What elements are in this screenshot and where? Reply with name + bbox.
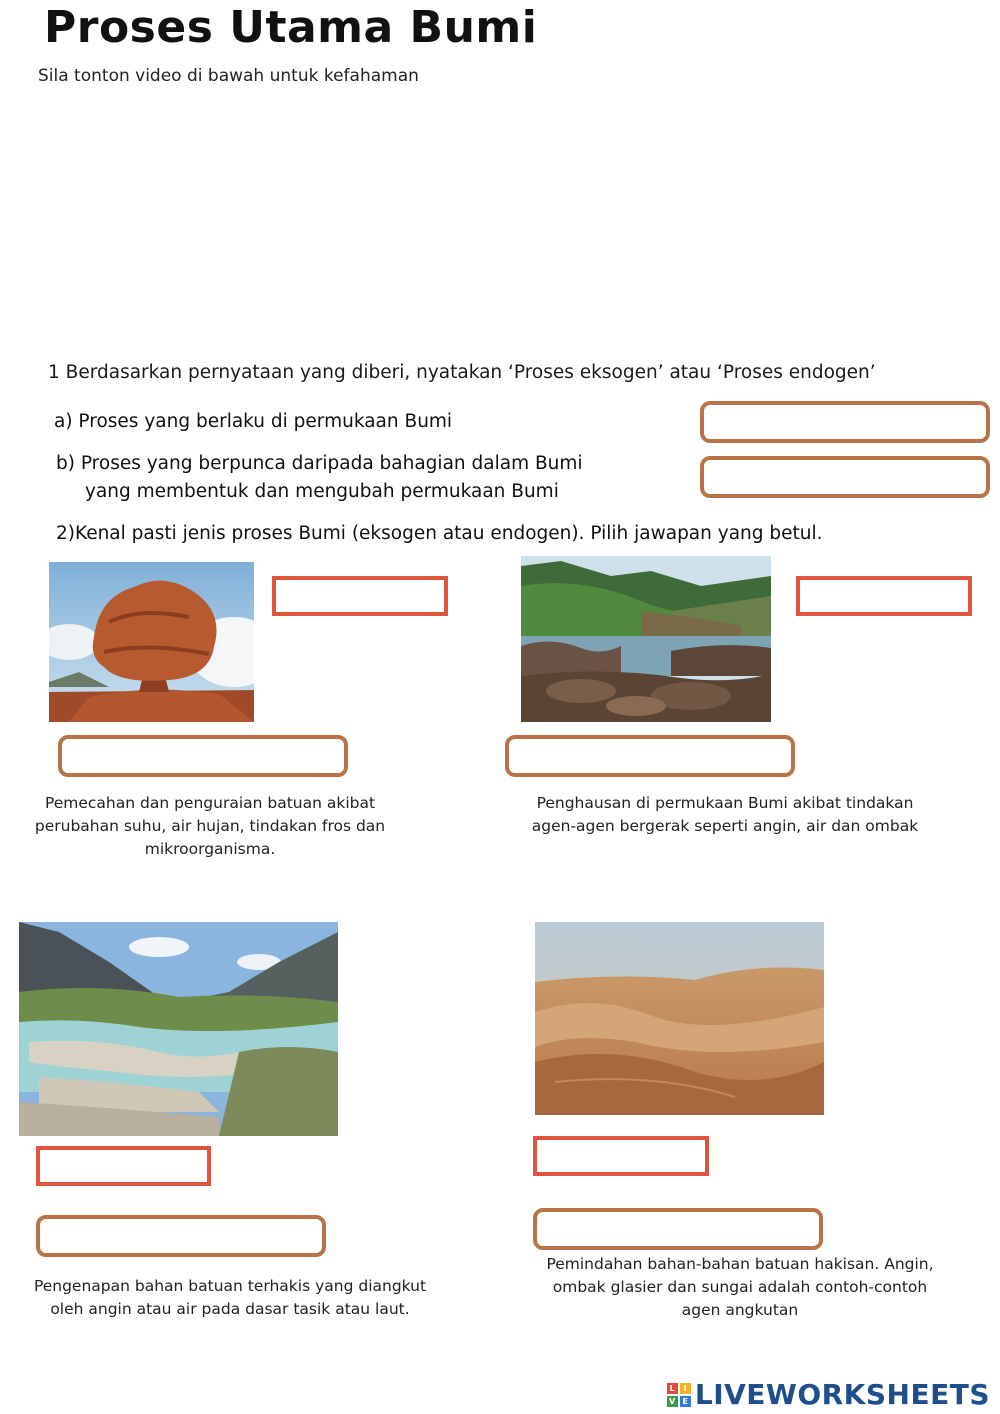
glacial-river-photo [19,922,338,1136]
question-1b-line1: b) Proses yang berpunca daripada bahagian dalam Bumi [56,453,583,474]
card2-answer-input[interactable] [505,735,795,777]
question-2-prompt: 2)Kenal pasti jenis proses Bumi (eksogen atau endogen). Pilih jawapan yang betul. [56,523,823,544]
logo-letter: E [680,1396,691,1407]
coastal-rock-photo [521,556,771,722]
card1-desc-line2: perubahan suhu, air hujan, tindakan fros dan [34,817,386,835]
question-1-prompt: 1 Berdasarkan pernyataan yang diberi, nyatakan ‘Proses eksogen’ atau ‘Proses endogen’ [48,362,876,383]
card3-desc-line1: Pengenapan bahan batuan terhakis yang diangkut [33,1277,427,1295]
card4-answer-input[interactable] [533,1208,823,1250]
question-1b-label [56,450,583,506]
card1-description [10,792,410,861]
desert-dunes-photo [535,922,824,1115]
card4-desc-line2: ombak glasier dan sungai adalah contoh-contoh [552,1278,928,1296]
card2-select-dropdown[interactable] [796,576,972,616]
liveworksheets-logo [667,1378,990,1411]
card2-description [500,792,950,838]
page-subtitle: Sila tonton video di bawah untuk kefahaman [38,66,419,86]
question-1b-line2: yang membentuk dan mengubah permukaan Bumi [85,481,559,502]
card1-desc-line3: mikroorganisma. [144,840,276,858]
card3-description [5,1275,455,1321]
card1-desc-line1: Pemecahan dan penguraian batuan akibat [44,794,376,812]
card4-select-dropdown[interactable] [533,1136,709,1176]
logo-letter: V [667,1396,678,1407]
logo-letter: L [667,1383,678,1394]
logo-mark-icon [667,1383,691,1407]
question-1a-label: a) Proses yang berlaku di permukaan Bumi [54,411,453,432]
card3-answer-input[interactable] [36,1215,326,1257]
card2-desc-line1: Penghausan di permukaan Bumi akibat tindakan [536,794,914,812]
card3-select-dropdown[interactable] [36,1146,211,1186]
card1-select-dropdown[interactable] [272,576,448,616]
logo-letter: I [680,1383,691,1394]
card4-desc-line1: Pemindahan bahan-bahan batuan hakisan. Angin, [546,1255,934,1273]
logo-text: LIVEWORKSHEETS [694,1378,990,1411]
card3-desc-line2: oleh angin atau air pada dasar tasik atau laut. [50,1300,410,1318]
page-title: Proses Utama Bumi [44,2,538,53]
card2-desc-line2: agen-agen bergerak seperti angin, air dan ombak [531,817,919,835]
card1-answer-input[interactable] [58,735,348,777]
balanced-rock-photo [49,562,254,722]
card4-description [510,1253,970,1322]
answer-1b-input[interactable] [700,456,990,498]
card4-desc-line3: agen angkutan [681,1301,799,1319]
answer-1a-input[interactable] [700,401,990,443]
